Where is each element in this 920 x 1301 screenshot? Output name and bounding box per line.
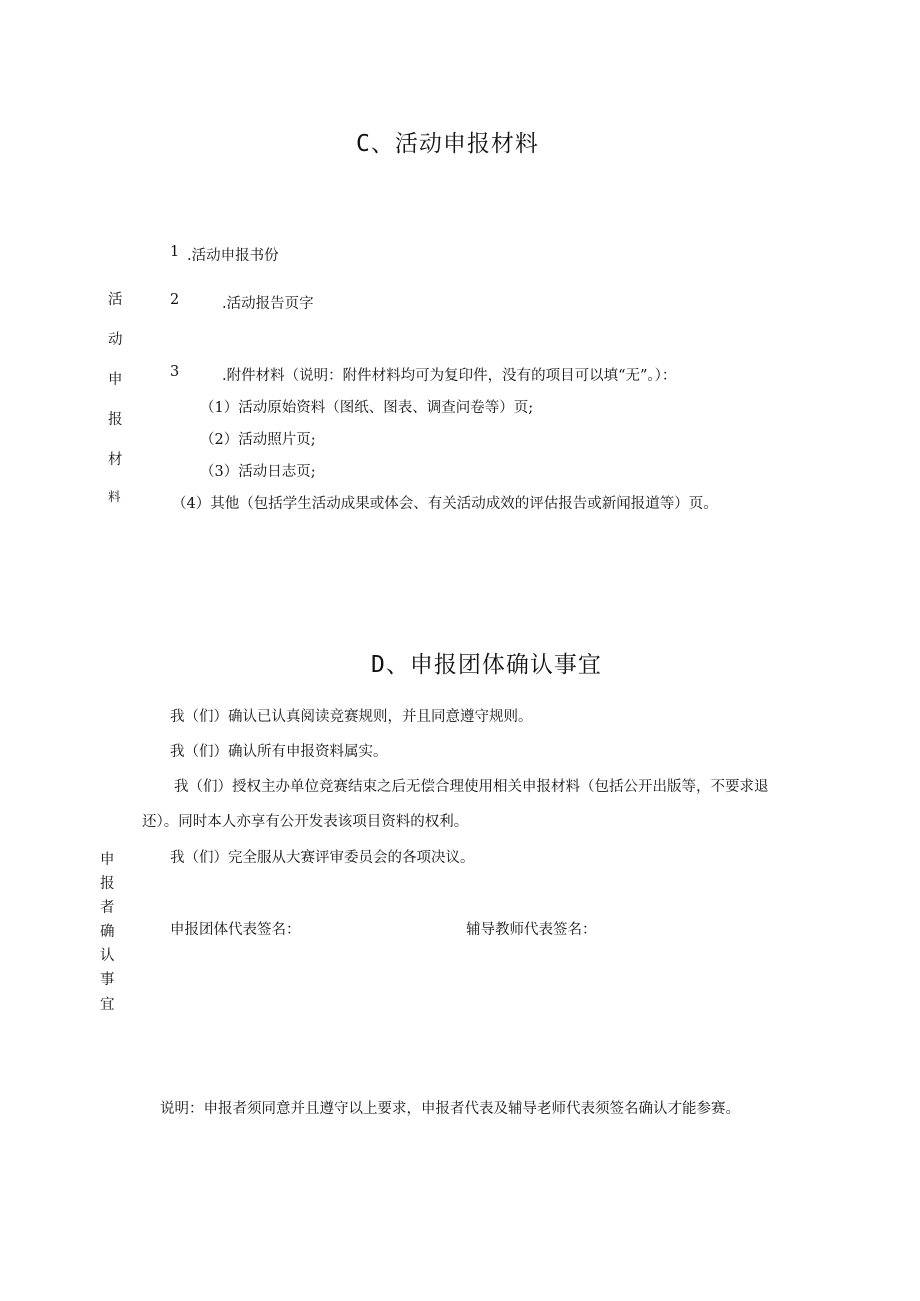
confirm-paragraph-3-line-2: 还）。同时本人亦享有公开发表该项目资料的权利。 bbox=[142, 814, 469, 830]
confirm-paragraph-4: 我（们）完全服从大赛评审委员会的各项决议。 bbox=[170, 850, 475, 866]
sub-item: （4）其他（包括学生活动成果或体会、有关活动成效的评估报告或新闻报道等）页。 bbox=[172, 496, 718, 512]
item-1-number: 1 bbox=[170, 244, 180, 260]
side-label-char: 活 bbox=[108, 292, 123, 308]
side-label-char: 申 bbox=[108, 372, 123, 388]
item-2-text: .活动报告页字 bbox=[222, 296, 314, 312]
side-label-char: 确 bbox=[100, 924, 115, 940]
side-label-char: 事 bbox=[100, 972, 115, 988]
item-2-number: 2 bbox=[170, 292, 180, 308]
sub-item: （2）活动照片页; bbox=[200, 432, 316, 448]
item-1-text: .活动申报书份 bbox=[187, 248, 279, 264]
teacher-signature-label: 辅导教师代表签名： bbox=[466, 922, 597, 938]
confirm-paragraph-2: 我（们）确认所有申报资料属实。 bbox=[170, 744, 388, 760]
side-label-char: 报 bbox=[108, 412, 123, 428]
confirm-paragraph-1: 我（们）确认已认真阅读竞赛规则，并且同意遵守规则。 bbox=[170, 709, 533, 725]
side-label-char: 料 bbox=[108, 489, 121, 504]
side-label-char: 者 bbox=[100, 900, 115, 916]
item-3-number: 3 bbox=[170, 364, 180, 380]
item-3-text: .附件材料（说明：附件材料均可为复印件，没有的项目可以填“无”。）： bbox=[222, 368, 677, 384]
sub-item: （1）活动原始资料（图纸、图表、调查问卷等）页; bbox=[200, 400, 534, 416]
sub-item: （3）活动日志页; bbox=[200, 464, 316, 480]
group-signature-label: 申报团体代表签名： bbox=[170, 922, 301, 938]
side-label-char: 申 bbox=[100, 852, 115, 868]
side-label-char: 材 bbox=[108, 452, 123, 468]
side-label-char: 动 bbox=[108, 332, 123, 348]
confirm-paragraph-3-line-1: 我（们）授权主办单位竞赛结束之后无偿合理使用相关申报材料（包括公开出版等，不要求退 bbox=[174, 779, 769, 795]
side-label-char: 宜 bbox=[100, 997, 115, 1013]
side-label-char: 认 bbox=[100, 948, 115, 964]
section-c-title: C、活动申报材料 bbox=[356, 131, 539, 157]
section-d-title: D、申报团体确认事宜 bbox=[371, 652, 602, 678]
requirement-note: 说明：申报者须同意并且遵守以上要求，申报者代表及辅导老师代表须签名确认才能参赛。 bbox=[160, 1101, 740, 1117]
side-label-char: 报 bbox=[100, 876, 115, 892]
